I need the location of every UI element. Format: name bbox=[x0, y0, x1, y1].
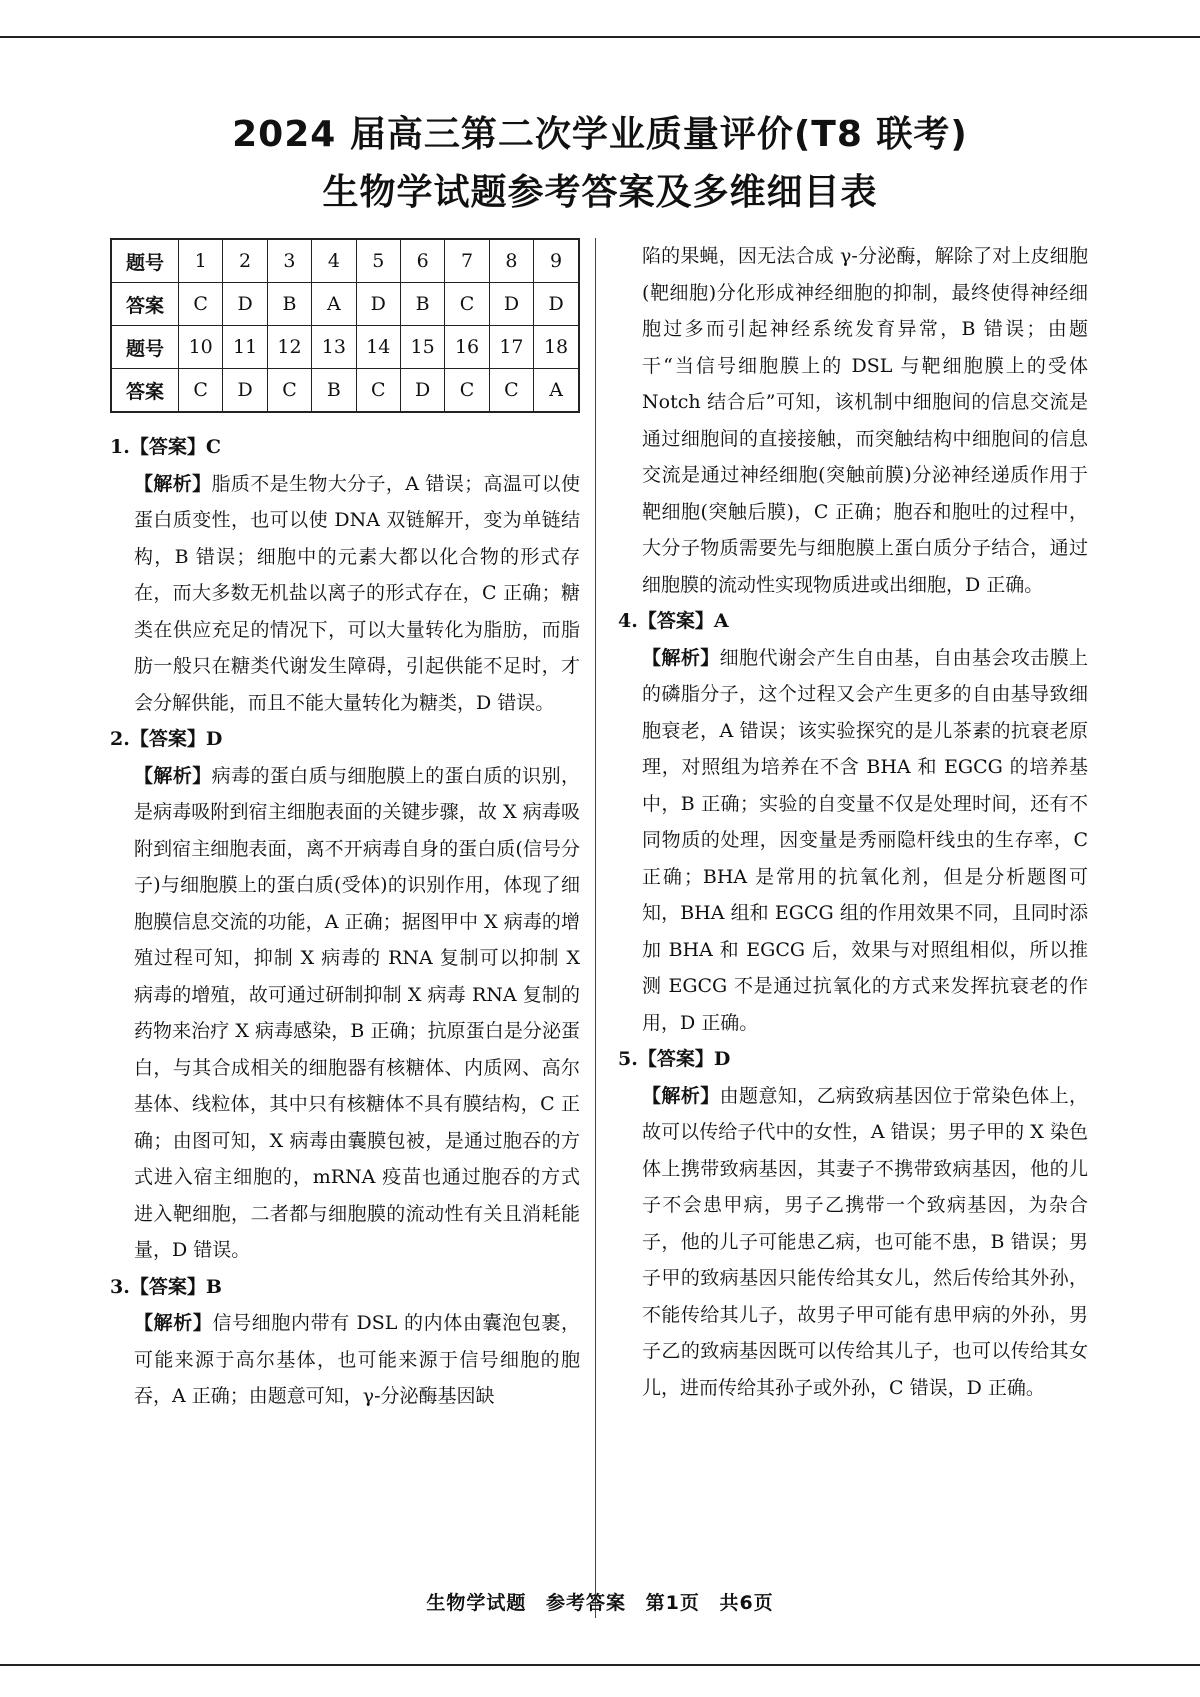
question-number-cell: 1 bbox=[179, 239, 223, 283]
answer-cell: D bbox=[534, 283, 579, 326]
question-number-cell: 13 bbox=[312, 326, 356, 369]
footer-doc: 参考答案 bbox=[545, 1592, 626, 1614]
question-number-cell: 11 bbox=[223, 326, 267, 369]
analysis-label: 【解析】 bbox=[134, 472, 212, 495]
answer-cell: D bbox=[356, 283, 400, 326]
question-number: 1. bbox=[110, 436, 130, 458]
question-number-cell: 3 bbox=[267, 239, 311, 283]
answer-cell: C bbox=[445, 369, 489, 413]
question-number-cell: 2 bbox=[223, 239, 267, 283]
question-number-cell: 4 bbox=[312, 239, 356, 283]
answer-cell: B bbox=[267, 283, 311, 326]
page-footer bbox=[0, 1588, 1200, 1615]
question-number-cell: 16 bbox=[445, 326, 489, 369]
answer-cell: A bbox=[534, 369, 579, 413]
answer-cell: B bbox=[400, 283, 444, 326]
analysis-text: 由题意知，乙病致病基因位于常染色体上，故可以传给子代中的女性，A 错误；男子甲的 X 染色体上携带致病基因，其妻子不携带致病基因，他的儿子不会患甲病，男子乙携带一个致病基因，为杂合子，他的儿子可能患乙病，也可能不患，B 错误；男子甲的致病基因只能传给其女儿，然后传给其外孙，不能传给其儿子，故男子甲可能有患甲病的外孙，男子乙的致病基因既可以传给其儿子，也可以传给其女儿，进而传给其孙子或外孙，C 错误，D 正确。 bbox=[642, 1084, 1088, 1399]
question-number-cell: 6 bbox=[400, 239, 444, 283]
analysis-label: 【解析】 bbox=[642, 1084, 720, 1107]
answer-table-number-row bbox=[111, 326, 579, 369]
page-title: 2024 届高三第二次学业质量评价(T8 联考) bbox=[232, 114, 968, 155]
answer-cell: C bbox=[179, 283, 223, 326]
question-number-cell: 18 bbox=[534, 326, 579, 369]
bottom-rule bbox=[0, 1664, 1200, 1666]
analysis-text: 病毒的蛋白质与细胞膜上的蛋白质的识别，是病毒吸附到宿主细胞表面的关键步骤，故 X 病毒吸附到宿主细胞表面，离不开病毒自身的蛋白质(信号分子)与细胞膜上的蛋白质(受体)的识别作用，体现了细胞膜信息交流的功能，A 正确；据图甲中 X 病毒的增殖过程可知，抑制 X 病毒的 RNA 复制可以抑制 X 病毒的增殖，故可通过研制抑制 X 病毒 RNA 复制的药物来治疗 X 病毒感染，B 正确；抗原蛋白是分泌蛋白，与其合成相关的细胞器有核糖体、内质网、高尔基体、线粒体，其中只有核糖体不具有膜结构，C 正确；由图可知，X 病毒由囊膜包被，是通过胞吞的方式进入宿主细胞的，mRNA 疫苗也通过胞吞的方式进入靶细胞，二者都与细胞膜的流动性有关且消耗能量，D 错误。 bbox=[134, 764, 580, 1261]
answer-cell: C bbox=[489, 369, 533, 413]
row-label-answer: 答案 bbox=[111, 369, 179, 413]
question-number-cell: 5 bbox=[356, 239, 400, 283]
right-column bbox=[618, 238, 1088, 1406]
analysis-text-part: 陷的果蝇，因无法合成 γ-分泌酶，解除了对上皮细胞(靶细胞)分化形成神经细胞的抑制，最终使得神经细胞过多而引起神经系统发育异常，B 错误；由题干“当信号细胞膜上的 DSL 与靶细胞膜上的受体 Notch 结合后”可知，该机制中细胞间的信息交流是通过细胞间的直接接触，而突触结构中细胞间的信息交流是通过神经细胞(突触前膜)分泌神经递质作用于靶细胞(突触后膜)，C 正确；胞吞和胞吐的过程中，大分子物质需要先与细胞膜上蛋白质分子结合，通过细胞膜的流动性实现物质进或出细胞，D 正确。 bbox=[642, 245, 1088, 596]
question-number: 4. bbox=[618, 610, 638, 632]
answer-cell: A bbox=[312, 283, 356, 326]
analysis-text: 细胞代谢会产生自由基，自由基会攻击膜上的磷脂分子，这个过程又会产生更多的自由基导致细胞衰老，A 错误；该实验探究的是儿茶素的抗衰老原理，对照组为培养在不含 BHA 和 EGCG 的培养基中，B 正确；实验的自变量不仅是处理时间，还有不同物质的处理，因变量是秀丽隐杆线虫的生存率，C 正确；BHA 是常用的抗氧化剂，但是分析题图可知，BHA 组和 EGCG 组的作用效果不同，且同时添加 BHA 和 EGCG 后，效果与对照组相似，所以推测 EGCG 不是通过抗氧化的方式来发挥抗衰老的作用，D 正确。 bbox=[642, 646, 1088, 1034]
row-label-answer: 答案 bbox=[111, 283, 179, 326]
column-divider bbox=[595, 238, 596, 1618]
footer-subject: 生物学试题 bbox=[426, 1592, 527, 1614]
footer-total: 共6页 bbox=[719, 1592, 774, 1614]
answer-label: 【答案】A bbox=[637, 610, 729, 632]
row-label-question: 题号 bbox=[111, 326, 179, 369]
answer-label: 【答案】C bbox=[129, 436, 221, 458]
analysis-text-part: 信号细胞内带有 DSL 的内体由囊泡包裹，可能来源于高尔基体，也可能来源于信号细胞的胞吞，A 正确；由题意可知，γ-分泌酶基因缺 bbox=[134, 1312, 580, 1407]
answer-table-answer-row bbox=[111, 369, 579, 413]
question-number-cell: 17 bbox=[489, 326, 533, 369]
analysis-text: 脂质不是生物大分子，A 错误；高温可以使蛋白质变性，也可以使 DNA 双链解开，变为单链结构，B 错误；细胞中的元素大都以化合物的形式存在，而大多数无机盐以离子的形式存在，C 正确；糖类在供应充足的情况下，可以大量转化为脂肪，而脂肪一般只在糖类代谢发生障碍，引起供能不足时，才会分解供能，而且不能大量转化为糖类，D 错误。 bbox=[134, 472, 580, 714]
answer-cell: B bbox=[312, 369, 356, 413]
answer-cell: C bbox=[445, 283, 489, 326]
answer-cell: D bbox=[489, 283, 533, 326]
footer-page: 第1页 bbox=[645, 1592, 700, 1614]
answer-label: 【答案】B bbox=[129, 1275, 222, 1298]
answer-table-number-row bbox=[111, 239, 579, 283]
answer-cell: C bbox=[179, 369, 223, 413]
question-number-cell: 15 bbox=[400, 326, 444, 369]
answer-cell: D bbox=[223, 283, 267, 326]
question-1 bbox=[110, 429, 580, 721]
question-number-cell: 14 bbox=[356, 326, 400, 369]
answer-label: 【答案】D bbox=[637, 1048, 731, 1070]
question-3 bbox=[110, 1269, 580, 1416]
answer-label: 【答案】D bbox=[129, 728, 223, 750]
question-5 bbox=[618, 1041, 1088, 1406]
analysis-label: 【解析】 bbox=[134, 1312, 213, 1334]
question-number: 5. bbox=[618, 1048, 638, 1070]
analysis-label: 【解析】 bbox=[134, 764, 212, 787]
question-number-cell: 8 bbox=[489, 239, 533, 283]
answer-cell: C bbox=[356, 369, 400, 413]
page-subtitle: 生物学试题参考答案及多维细目表 bbox=[322, 172, 878, 213]
question-number-cell: 9 bbox=[534, 239, 579, 283]
top-rule bbox=[0, 36, 1200, 38]
question-4 bbox=[618, 603, 1088, 1041]
row-label-question: 题号 bbox=[111, 239, 179, 283]
answer-table-answer-row bbox=[111, 283, 579, 326]
question-number-cell: 10 bbox=[179, 326, 223, 369]
left-column bbox=[110, 238, 580, 1415]
question-3-continued bbox=[618, 238, 1088, 603]
question-number-cell: 7 bbox=[445, 239, 489, 283]
answer-cell: D bbox=[223, 369, 267, 413]
question-number: 3. bbox=[110, 1275, 130, 1298]
answer-cell: D bbox=[400, 369, 444, 413]
question-number-cell: 12 bbox=[267, 326, 311, 369]
question-2 bbox=[110, 721, 580, 1269]
question-number: 2. bbox=[110, 728, 130, 750]
answer-cell: C bbox=[267, 369, 311, 413]
analysis-label: 【解析】 bbox=[642, 646, 720, 669]
answer-table bbox=[110, 238, 580, 413]
